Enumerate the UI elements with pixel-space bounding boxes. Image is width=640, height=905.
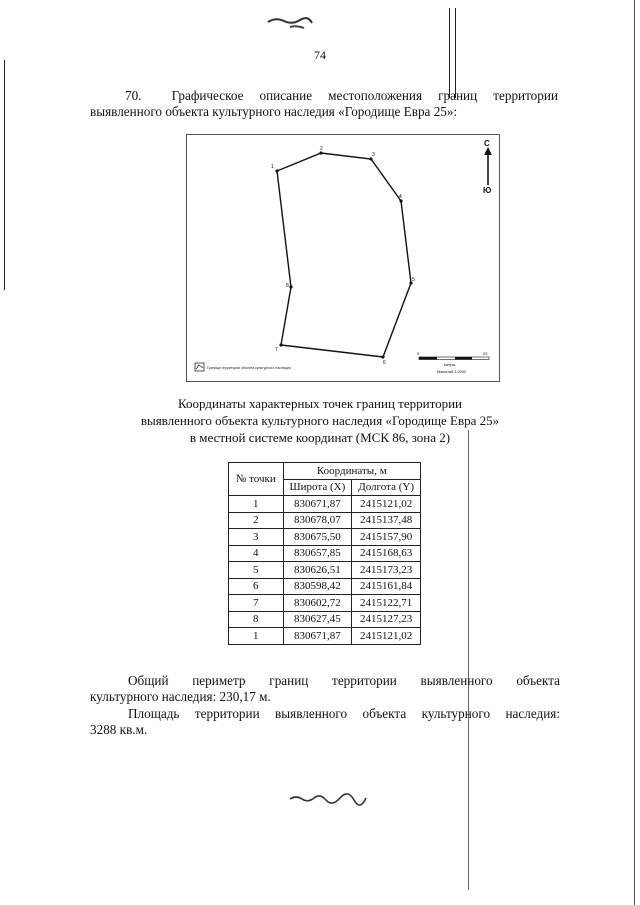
cell-lat: 830657,85	[283, 545, 352, 562]
heading-number: 70.	[125, 88, 142, 103]
boundary-vertices	[275, 151, 412, 358]
vertex-6	[381, 355, 384, 358]
cell-point: 1	[229, 496, 284, 513]
header-lat: Широта (X)	[283, 479, 352, 496]
cell-point: 7	[229, 595, 284, 612]
point-label-8: 8	[286, 283, 289, 289]
scale-start: 0	[417, 351, 420, 356]
cell-point: 4	[229, 545, 284, 562]
point-label-3: 3	[372, 152, 375, 158]
south-label: Ю	[483, 186, 492, 195]
heading-line-2: выявленного объекта культурного наследия «Городище Евра 25»:	[90, 104, 458, 119]
coords-caption-line-1: Координаты характерных точек границ территории	[178, 396, 462, 411]
north-arrow-icon	[483, 139, 492, 195]
scale-unit: метры	[444, 363, 456, 367]
cell-lat: 830671,87	[283, 496, 352, 513]
boundary-polygon	[277, 153, 411, 357]
area-line-2: 3288 кв.м.	[90, 722, 148, 737]
table-row	[229, 578, 421, 595]
cell-point: 3	[229, 529, 284, 546]
table-row	[229, 512, 421, 529]
table-row	[229, 562, 421, 579]
cell-point: 6	[229, 578, 284, 595]
cell-lon: 2415173,23	[352, 562, 421, 579]
point-label-5: 5	[412, 277, 415, 283]
table-row	[229, 611, 421, 628]
cell-lon: 2415161,84	[352, 578, 421, 595]
cell-point: 8	[229, 611, 284, 628]
north-label: С	[484, 139, 490, 148]
cell-lon: 2415157,90	[352, 529, 421, 546]
point-label-6: 6	[383, 360, 386, 366]
vertex-1	[275, 169, 278, 172]
coordinates-table	[228, 462, 421, 645]
cell-lon: 2415121,02	[352, 496, 421, 513]
cell-lat: 830627,45	[283, 611, 352, 628]
table-row	[229, 529, 421, 546]
cell-lat: 830678,07	[283, 512, 352, 529]
table-row	[229, 496, 421, 513]
coords-caption-line-2: выявленного объекта культурного наследия «Городище Евра 25»	[140, 413, 500, 428]
cell-lon: 2415127,23	[352, 611, 421, 628]
scan-noise-top	[266, 14, 314, 32]
scale-text: Масштаб 1:2000	[437, 370, 466, 374]
legend-swatch-icon	[195, 363, 204, 371]
heading-line-1	[125, 88, 558, 104]
header-coords: Координаты, м	[283, 463, 420, 480]
scale-end: 25	[483, 351, 488, 356]
heading-text: Графическое описание местоположения границ территории	[171, 88, 558, 103]
table-row	[229, 545, 421, 562]
boundary-map-drawing	[187, 135, 499, 381]
cell-lat: 830671,87	[283, 628, 352, 645]
cell-lon: 2415137,48	[352, 512, 421, 529]
legend-text: Граница территории объекта культурного наследия	[207, 366, 291, 370]
perimeter-line-2: культурного наследия: 230,17 м.	[90, 689, 271, 704]
point-label-7: 7	[275, 347, 278, 353]
cell-point: 1	[229, 628, 284, 645]
cell-point: 5	[229, 562, 284, 579]
point-label-2: 2	[320, 146, 323, 152]
header-point: № точки	[229, 463, 284, 496]
signature-icon	[288, 792, 368, 806]
area-line-1: Площадь территории выявленного объекта культурного наследия:	[128, 706, 560, 721]
cell-lon: 2415121,02	[352, 628, 421, 645]
header-lon: Долгота (Y)	[352, 479, 421, 496]
stamp-smudge-icon	[266, 14, 314, 32]
cell-lat: 830598,42	[283, 578, 352, 595]
cell-lat: 830626,51	[283, 562, 352, 579]
page-number: 74	[314, 48, 326, 62]
scan-edge-line-right	[634, 0, 635, 905]
cell-lat: 830675,50	[283, 529, 352, 546]
boundary-map	[186, 134, 500, 382]
cell-lon: 2415168,63	[352, 545, 421, 562]
point-label-4: 4	[399, 194, 402, 200]
cell-point: 2	[229, 512, 284, 529]
vertex-7	[279, 343, 282, 346]
cell-lat: 830602,72	[283, 595, 352, 612]
scale-bar	[417, 351, 489, 374]
table-row	[229, 595, 421, 612]
coords-caption-line-3: в местной системе координат (МСК 86, зона 2)	[189, 430, 451, 445]
scan-edge-line-left	[4, 60, 5, 290]
table-row	[229, 628, 421, 645]
point-label-1: 1	[271, 164, 274, 170]
perimeter-line-1: Общий периметр границ территории выявленного объекта	[128, 673, 560, 688]
signature-smudge	[288, 792, 368, 806]
vertex-8	[289, 285, 292, 288]
scan-fold-line-3	[468, 430, 469, 890]
cell-lon: 2415122,71	[352, 595, 421, 612]
